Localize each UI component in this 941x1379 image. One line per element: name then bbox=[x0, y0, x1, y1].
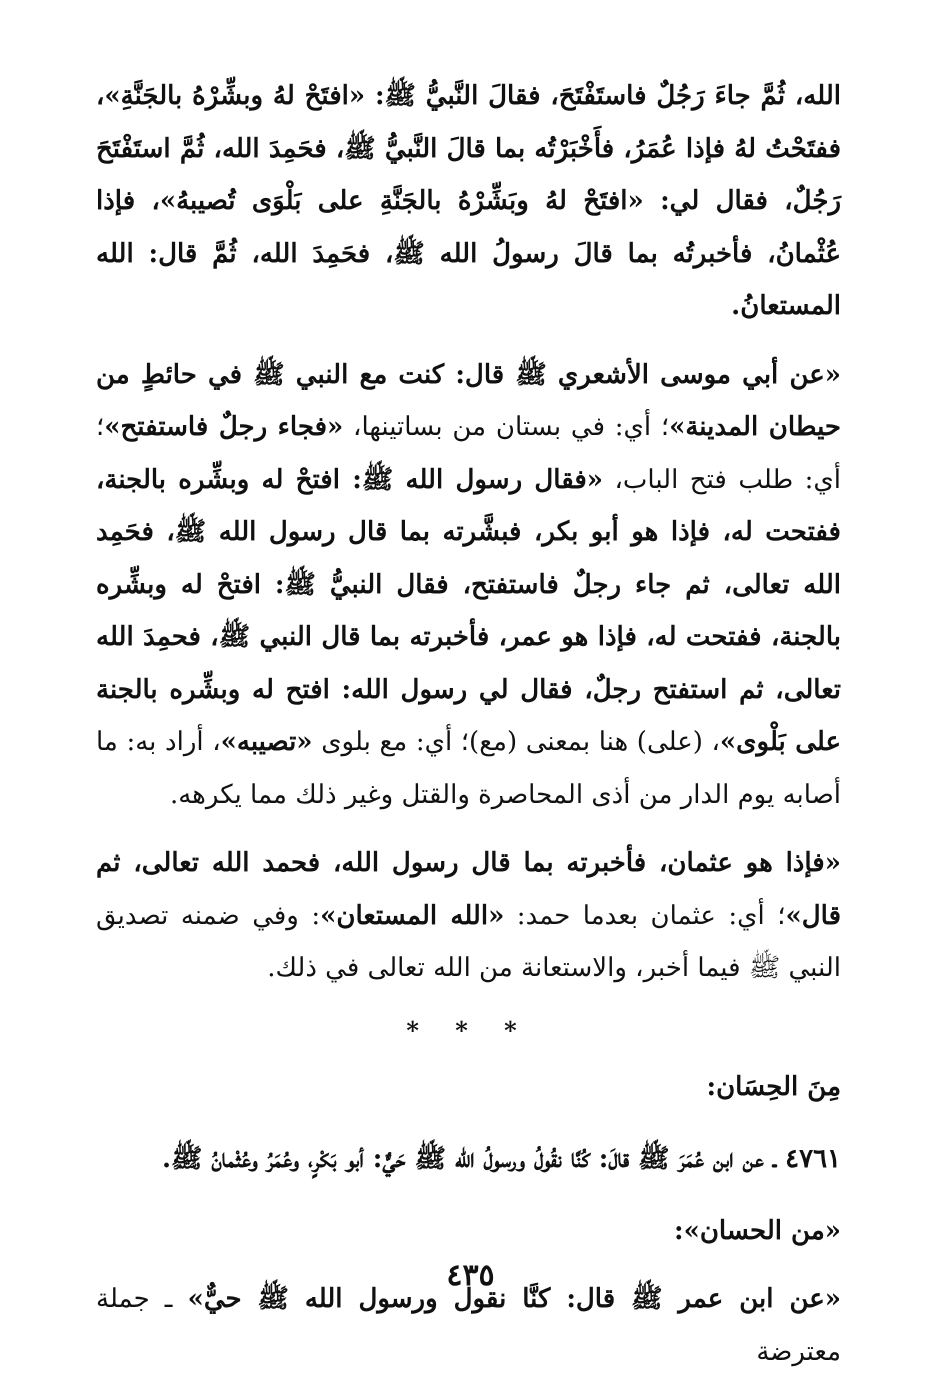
text-segment: : وفي ضمنه تصديق النبي ﷺ فيما أخبر، والاستعانة من الله تعالى في ذلك. bbox=[96, 900, 841, 983]
section-separator: * * * bbox=[406, 1015, 531, 1045]
text-segment: «فقال رسول الله ﷺ: افتحْ له وبشِّره بالجنة، ففتحت له، فإذا هو أبو بكر، فبشَّرته بما قال رسول الله ﷺ، فحَمِد الله تعالى، ثم جاء رجلٌ فاستفتح، فقال النبيُّ ﷺ: افتحْ له وبشِّره بالجنة، ففتحت له، فإذا هو عمر، فأخبرته بما قال النبي ﷺ، فحمِدَ الله تعالى، ثم استفتح رجلٌ، فقال لي رسول الله: افتح له وبشِّره بالجنة على بَلْوى» bbox=[96, 464, 841, 757]
paragraph-commentary-uthman bbox=[96, 837, 841, 995]
text-segment: «فإذا هو عثمان، فأخبرته بما قال رسول الله، فحمد الله تعالى، ثم قال» bbox=[96, 848, 841, 931]
paragraph-hadith-continuation: الله، ثُمَّ جاءَ رَجُلٌ فاستَفْتَحَ، فقالَ النَّبيُّ ﷺ: «افتَحْ لهُ وبشِّرْهُ بالجَنَّةِ»، ففتَحْتُ لهُ فإذا عُمَرُ، فأَخْبَرْتُه بما قالَ النَّبيُّ ﷺ، فحَمِدَ الله، ثُمَّ استَفْتَحَ رَجُلٌ، فقال لي: «افتَحْ لهُ وبَشِّرْهُ بالجَنَّةِ على بَلْوَى تُصيبهُ»، فإذا عُثْمانُ، فأخبرتُه بما قالَ رسولُ الله ﷺ، فحَمِدَ الله، ثُمَّ قال: الله المستعانُ. bbox=[96, 81, 841, 321]
text-segment: ، أراد به: ما أصابه يوم الدار من أذى المحاصرة والقتل وغير ذلك مما يكرهه. bbox=[96, 727, 841, 810]
sub-heading-hisan: «من الحسان»: bbox=[673, 1216, 841, 1246]
paragraph-commentary-abu-musa bbox=[96, 349, 841, 822]
hadith-4761: ٤٧٦١ ـ عن ابن عُمَرَ ﷺ قالَ: كُنَّا نقُولُ ورسولُ الله ﷺ حَيٌّ: أبو بَكْرٍ، وعُمَرُ وعُثْمانُ ﷺ. bbox=[161, 1143, 841, 1174]
text-segment: ؛ أي: في بستان من بساتينها، bbox=[343, 412, 670, 442]
text-segment: «الله المستعان» bbox=[320, 900, 505, 931]
text-segment: «عن أبي موسى الأشعري ﷺ قال: كنت مع النبي ﷺ في حائطٍ من حيطان المدينة» bbox=[96, 359, 842, 442]
text-segment: «تصيبه» bbox=[220, 727, 313, 757]
text-segment: ؛ أي: طلب فتح الباب، bbox=[96, 412, 841, 495]
text-segment: «عن ابن عمر ﷺ قال: كنَّا نقول ورسول الله ﷺ حيٌّ» bbox=[187, 1284, 841, 1314]
page-number: ٤٣٥ bbox=[446, 1258, 495, 1293]
text-segment: «فجاء رجلٌ فاستفتح» bbox=[104, 412, 344, 442]
text-segment: ـ جملة معترضة bbox=[96, 1284, 841, 1367]
page-body bbox=[96, 70, 841, 1378]
text-segment: ؛ أي: عثمان بعدما حمد: bbox=[504, 900, 786, 931]
section-heading-hisan: مِنَ الحِسَان: bbox=[706, 1071, 841, 1102]
text-segment: ، (على) هنا بمعنى (مع)؛ أي: مع بلوى bbox=[312, 727, 720, 757]
